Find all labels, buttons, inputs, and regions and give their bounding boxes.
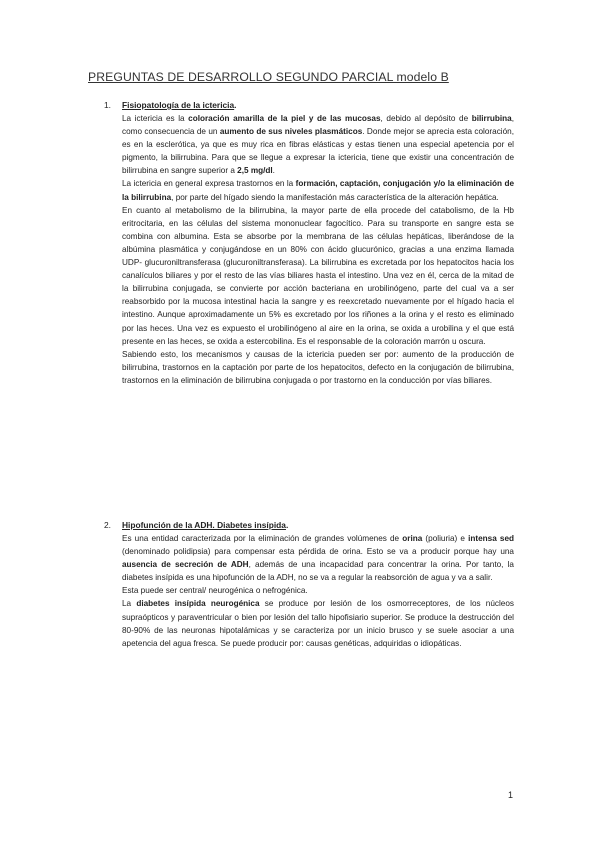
text-run: se produce por lesión de los osmorreceptores, de los núcleos supraópticos y paraventricular o bien por lesión del tallo hipofisiario superior. Se produce la destrucción del 80-90% de las neuronas hipotalámicas y se caracteriza por un inicio brusco y se suele asociar a una apetencia del agua fresca. Se puede producir por: causas genéticas, adquiridas o idiopáticas. (122, 599, 515, 648)
bold-text: diabetes insípida neurogénica (136, 599, 260, 609)
bold-text: coloración amarilla de la piel y de las mucosas (188, 114, 381, 123)
document-title: PREGUNTAS DE DESARROLLO SEGUNDO PARCIAL modelo B (88, 70, 449, 84)
text-run: (poliuria) e (422, 534, 469, 543)
text-run: , como consecuencia de un (122, 114, 514, 137)
text-run: Esta puede ser central/ neurogénica o nefrogénica. (122, 586, 308, 596)
bold-text: formación, captación, conjugación y/o la eliminación de la bilirrubina (122, 179, 514, 202)
question-title: Hipofunción de la ADH. Diabetes insípida. (122, 520, 289, 530)
bold-text: 2,5 mg/dl (237, 166, 273, 176)
text-run: La (122, 599, 137, 609)
text-run: Es una entidad caracterizada por la eliminación de grandes volúmenes de (122, 534, 403, 543)
paragraph (122, 204, 514, 348)
question-number: 1. (104, 100, 111, 110)
text-run: Sabiendo esto, los mecanismos y causas de la ictericia pueden ser por: aumento de la producción de bilirrubina, trastornos en la captación por parte de los hepatocitos, defecto en la conjugación de bilirrubina, trastornos en la eliminación de bilirrubina conjugada o por trastorno en la conducción por vías biliares. (122, 349, 514, 385)
paragraph (122, 597, 514, 649)
paragraph (122, 532, 514, 584)
paragraph (122, 584, 514, 597)
paragraph (122, 348, 514, 387)
paragraph (122, 177, 514, 203)
text-run: En cuanto al metabolismo de la bilirrubina, la mayor parte de ella procede del catabolismo, de la Hb eritrocitaria, en las células del sistema mononuclear fagocítico. Para su transporte en sangre esta se combina con albumina. Esta se absorbe por la membrana de las células hepáticas, liberándose de la albúmina plasmática y conjugándose en un 80% con ácido glucurónico, gracias a una enzima llamada UDP- glucuroniltransferasa (glucuroniltransferasa). La bilirrubina es excretada por los hepatocitos hacia los canalículos biliares y por el resto de las vías biliares hasta el intestino. Una vez en él, cerca de la mitad de la bilirrubina conjugada, se convierte por acción bacteriana en urobilinógeno, parte del cual va a ser reabsorbido por la mucosa intestinal hacia la sangre y es reexcretado nuevamente por el hígado hacia el intestino. Aunque aproximadamente un 5% es excretado por los riñones a la orina y el resto es eliminado por las heces. Una vez es expuesto el urobilinógeno al aire en la orina, se oxida a urobilina y el que está presente en las heces, se oxida a estercobilina. Es el responsable de la coloración marrón u oscura. (122, 205, 514, 346)
bold-text: aumento de sus niveles plasmáticos (219, 127, 363, 137)
heading-period: . (285, 520, 289, 530)
text-run: La ictericia es la (122, 114, 189, 123)
question-number: 2. (104, 520, 111, 530)
question-title: Fisiopatología de la ictericia. (122, 100, 237, 110)
question-2-body (122, 532, 514, 650)
bold-text: bilirrubina (471, 114, 512, 123)
text-run: La ictericia en general expresa trastornos en la (122, 179, 296, 189)
text-run: (denominado polidipsia) para compensar esta pérdida de orina. Esto se va a producir porque hay una (122, 547, 514, 557)
text-run: , además de una incapacidad para concentrar la orina. Por tanto, la diabetes insípida es una hipofunción de la ADH, no se va a regular la reabsorción de agua y va a salir. (122, 560, 514, 583)
bold-text: orina (402, 534, 423, 543)
text-run: . (272, 166, 275, 176)
paragraph (122, 112, 514, 177)
question-1-body (122, 112, 514, 387)
page-number: 1 (508, 790, 514, 800)
text-run: , por parte del hígado siendo la manifestación más característica de la alteración hepática. (171, 192, 499, 202)
text-run: , debido al depósito de (380, 114, 472, 123)
bold-text: intensa sed (468, 534, 514, 543)
heading-period: . (234, 100, 237, 110)
text-run: . Donde mejor se aprecia esta coloración, es en la esclerótica, ya que es muy rica en fibras elásticas y estas tienen una especial apetencia por el pigmento, la bilirrubina. Para que se llegue a expresar la ictericia, tiene que existir una concentración de bilirrubina en sangre superior a (122, 127, 514, 176)
bold-text: ausencia de secreción de ADH (122, 560, 249, 570)
